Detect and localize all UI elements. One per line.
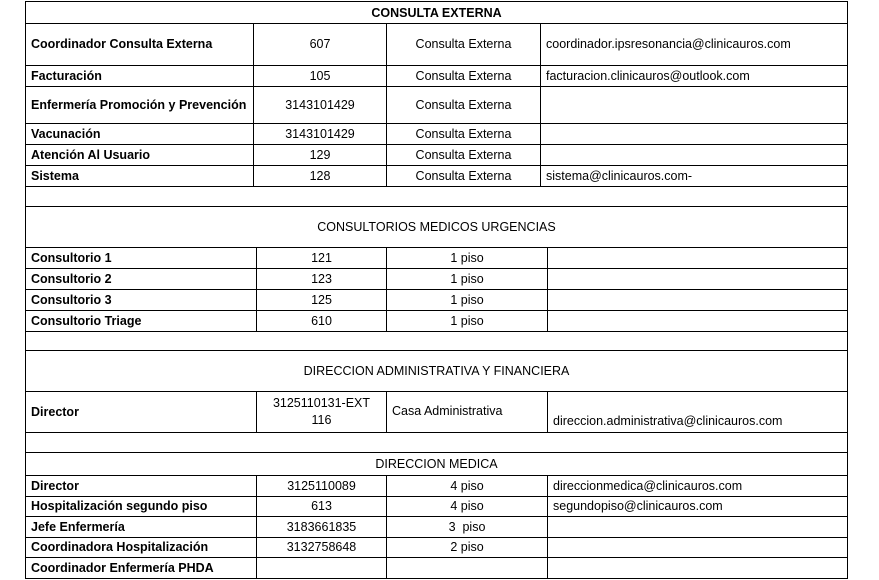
table-row <box>25 144 848 165</box>
table-row <box>25 289 848 310</box>
ext-cell: 121 <box>256 247 386 268</box>
location-cell: 4 piso <box>386 496 547 516</box>
table-row <box>25 86 848 123</box>
name-cell: Enfermería Promoción y Prevención <box>25 86 253 123</box>
name-cell: Atención Al Usuario <box>25 144 253 165</box>
section-title-text: DIRECCION MEDICA <box>375 457 498 471</box>
ext-cell <box>256 557 386 578</box>
table-row <box>25 391 848 432</box>
email-cell <box>540 144 848 165</box>
name-cell: Sistema <box>25 165 253 186</box>
table-row <box>25 557 848 578</box>
section-title-text: CONSULTA EXTERNA <box>371 5 502 20</box>
location-cell: 1 piso <box>386 268 547 289</box>
ext-cell: 105 <box>253 65 386 86</box>
email-cell <box>540 86 848 123</box>
location-cell: 3 piso <box>386 516 547 537</box>
table-row <box>25 496 848 516</box>
location-cell: Consulta Externa <box>386 144 540 165</box>
section-title-consulta-externa <box>25 1 848 23</box>
section-title-urgencias <box>25 206 848 247</box>
name-cell: Consultorio 1 <box>25 247 256 268</box>
ext-cell: 613 <box>256 496 386 516</box>
name-cell: Coordinadora Hospitalización <box>25 537 256 557</box>
email-cell: facturacion.clinicauros@outlook.com <box>540 65 848 86</box>
ext-cell: 610 <box>256 310 386 331</box>
location-cell: Consulta Externa <box>386 123 540 144</box>
name-cell: Consultorio Triage <box>25 310 256 331</box>
table-row <box>25 23 848 65</box>
ext-cell: 3183661835 <box>256 516 386 537</box>
location-cell: 4 piso <box>386 475 547 496</box>
name-cell: Jefe Enfermería <box>25 516 256 537</box>
location-cell: Consulta Externa <box>386 23 540 65</box>
ext-cell: 607 <box>253 23 386 65</box>
ext-cell: 125 <box>256 289 386 310</box>
ext-cell: 3143101429 <box>253 86 386 123</box>
table-row <box>25 123 848 144</box>
ext-cell: 129 <box>253 144 386 165</box>
name-cell: Director <box>25 391 256 432</box>
email-cell: coordinador.ipsresonancia@clinicauros.com <box>540 23 848 65</box>
spacer-row <box>25 186 848 206</box>
email-cell: direccionmedica@clinicauros.com <box>547 475 848 496</box>
email-cell <box>547 268 848 289</box>
ext-cell: 3132758648 <box>256 537 386 557</box>
name-cell: Coordinador Consulta Externa <box>25 23 253 65</box>
email-cell <box>547 537 848 557</box>
table-row <box>25 516 848 537</box>
location-cell: 2 piso <box>386 537 547 557</box>
section-title-administrativa <box>25 350 848 391</box>
location-cell: 1 piso <box>386 247 547 268</box>
location-cell: 1 piso <box>386 289 547 310</box>
name-cell: Consultorio 3 <box>25 289 256 310</box>
name-cell: Facturación <box>25 65 253 86</box>
email-cell <box>547 289 848 310</box>
email-cell: sistema@clinicauros.com- <box>540 165 848 186</box>
table-row <box>25 65 848 86</box>
ext-cell: 3125110131-EXT 116 <box>256 391 386 432</box>
name-cell: Consultorio 2 <box>25 268 256 289</box>
name-cell: Hospitalización segundo piso <box>25 496 256 516</box>
spacer-row <box>25 432 848 452</box>
location-cell: Consulta Externa <box>386 86 540 123</box>
table-row <box>25 247 848 268</box>
section-title-text: CONSULTORIOS MEDICOS URGENCIAS <box>317 220 556 234</box>
section-title-text: DIRECCION ADMINISTRATIVA Y FINANCIERA <box>303 364 570 378</box>
ext-cell: 123 <box>256 268 386 289</box>
table-row <box>25 268 848 289</box>
location-cell <box>386 557 547 578</box>
email-cell <box>547 516 848 537</box>
email-cell <box>540 123 848 144</box>
email-cell: segundopiso@clinicauros.com <box>547 496 848 516</box>
table-row <box>25 475 848 496</box>
table-bottom-border <box>25 578 848 579</box>
location-cell: 1 piso <box>386 310 547 331</box>
email-cell <box>547 247 848 268</box>
email-cell: direccion.administrativa@clinicauros.com <box>547 391 848 432</box>
name-cell: Vacunación <box>25 123 253 144</box>
location-cell: Consulta Externa <box>386 65 540 86</box>
spacer-row <box>25 331 848 350</box>
ext-cell: 3125110089 <box>256 475 386 496</box>
email-cell <box>547 310 848 331</box>
name-cell: Director <box>25 475 256 496</box>
table-row <box>25 537 848 557</box>
section-title-medica <box>25 452 848 475</box>
ext-cell: 128 <box>253 165 386 186</box>
ext-cell: 3143101429 <box>253 123 386 144</box>
location-cell: Casa Administrativa <box>386 391 547 432</box>
table-row <box>25 165 848 186</box>
location-cell: Consulta Externa <box>386 165 540 186</box>
name-cell: Coordinador Enfermería PHDA <box>25 557 256 578</box>
table-row <box>25 310 848 331</box>
email-cell <box>547 557 848 578</box>
